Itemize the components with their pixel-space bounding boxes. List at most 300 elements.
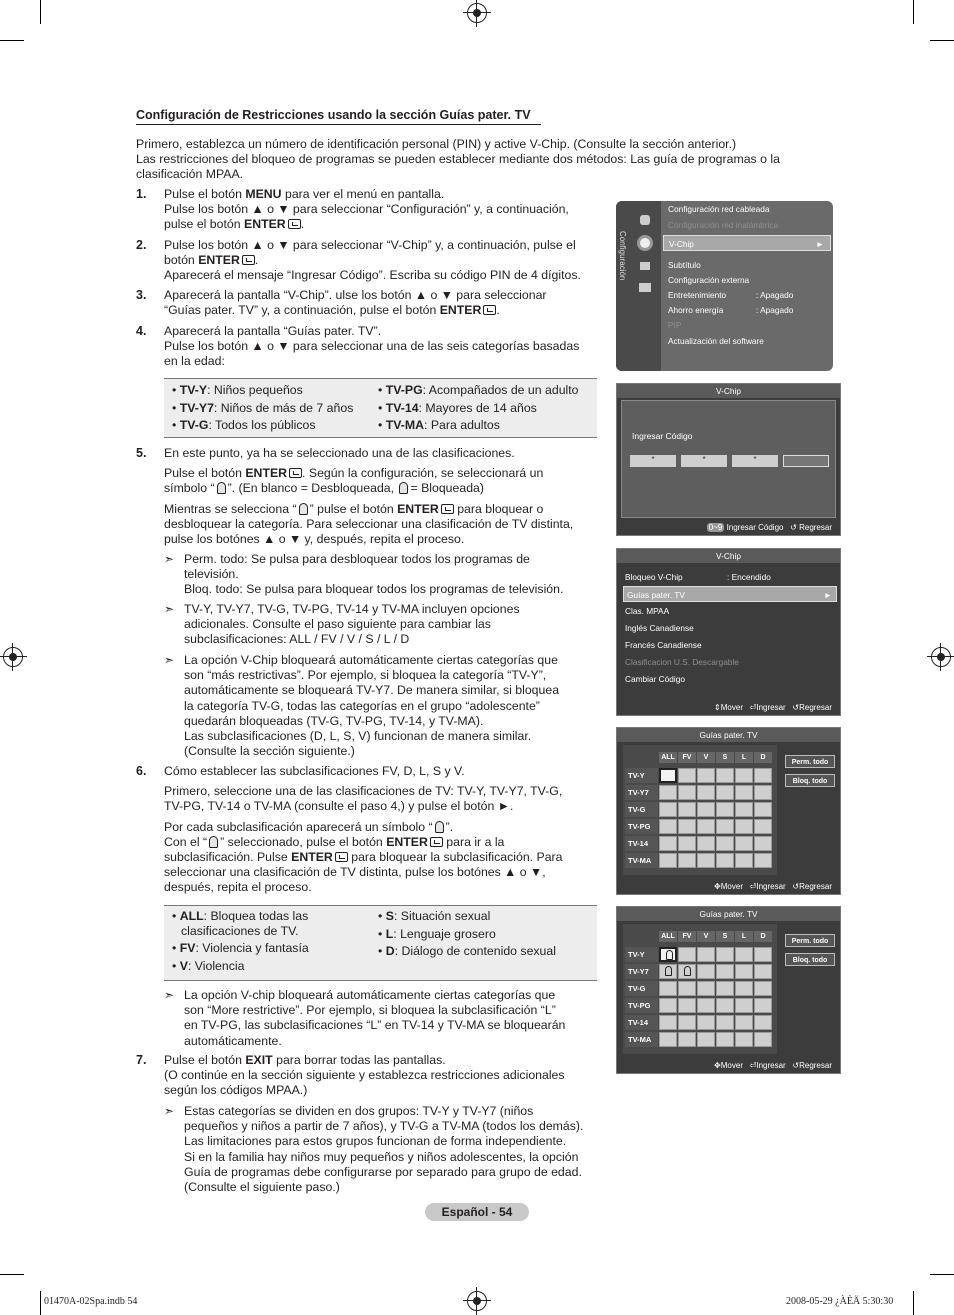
osd-menu-item-selected[interactable] [663, 235, 831, 251]
osd-menu-item[interactable] [668, 287, 828, 303]
footer-label: Ingresar [756, 703, 786, 712]
enter-small-icon: ⏎ [749, 882, 757, 891]
footer-label: Mover [720, 703, 743, 712]
lock-icon [399, 482, 408, 494]
grid-col-header: ALL [659, 931, 677, 942]
section-title: Configuración de Restricciones usando la sección Guías pater. TV [136, 108, 541, 125]
rating-cell[interactable] [678, 998, 696, 1013]
rating-cell[interactable] [716, 1032, 734, 1047]
note-arrow-icon: ➣ [164, 1104, 175, 1118]
crop-mark [913, 1291, 914, 1315]
note [184, 653, 604, 759]
rating-cell[interactable] [754, 853, 772, 868]
rating-cell[interactable] [716, 998, 734, 1013]
note-arrow-icon: ➣ [164, 653, 175, 667]
grid-col-header: D [754, 752, 772, 763]
rating-desc: : Acompañados de un adulto [422, 383, 579, 397]
text: = Bloqueada) [410, 481, 484, 496]
text: después, repita el proceso. [164, 880, 312, 895]
lock-icon [299, 503, 308, 515]
return-icon: ↺ [790, 523, 797, 532]
osd-menu-item[interactable]: Actualización del software [668, 336, 764, 346]
gear-icon [637, 235, 653, 251]
rating-desc: : Situación sexual [393, 909, 491, 923]
note-line: son “más restrictivas”. Por ejemplo, si bloquea la categoría “TV-Y”, [184, 668, 547, 683]
rating-cell[interactable] [697, 768, 715, 783]
note-line: (Consulte el siguiente paso.) [184, 1180, 340, 1195]
pin-prompt: Ingresar Código [632, 431, 693, 441]
osd-title: V-Chip [617, 384, 840, 398]
move-icon: ✥ [714, 882, 721, 891]
rating-cell[interactable] [697, 1015, 715, 1030]
rating-cell[interactable] [659, 802, 677, 817]
step-number: 5. [136, 446, 147, 460]
osd-menu-item-selected[interactable] [623, 586, 837, 602]
rating-table-left: • TV-Y: Niños pequeños • TV-Y7: Niños de más de 7 años • TV-G: Todos los públicos [172, 383, 354, 433]
grid-row-label: TV-Y [625, 768, 658, 783]
rating-cell[interactable] [659, 947, 677, 962]
rating-cell[interactable] [659, 1032, 677, 1047]
rating-desc: : Violencia [187, 958, 245, 973]
osd-menu-label: Bloqueo V-Chip [625, 572, 683, 582]
rating-desc: : Niños pequeños [207, 383, 303, 397]
updown-icon: ⇕ [714, 703, 721, 712]
rating-cell[interactable] [697, 802, 715, 817]
text: Con el “ [164, 834, 208, 849]
enter-icon [288, 219, 301, 229]
grid-row-label: TV-PG [625, 819, 658, 834]
rating-key: TV-G [179, 418, 209, 433]
pin-digit-field[interactable]: * [630, 455, 676, 467]
rating-cell[interactable] [735, 964, 753, 979]
note-line: Si en la familia hay niños muy pequeños y niños adolescentes, la opción [184, 1149, 579, 1164]
text: para bloquear o [453, 501, 544, 516]
key-name: ENTER [244, 217, 286, 232]
osd-vchip-menu [616, 548, 841, 716]
text: para ver el menú en pantalla. [281, 187, 445, 201]
grid-col-header: FV [678, 931, 696, 942]
grid-row-label: TV-Y7 [625, 785, 658, 800]
text: . Según la configuración, se seleccionará un [302, 466, 544, 481]
note-line: Perm. todo: Se pulsa para desbloquear todos los programas de [184, 552, 530, 566]
step-6-text [164, 764, 604, 896]
text: Aparecerá la pantalla “Guías pater. TV”. [164, 324, 382, 338]
grid-row-label: TV-MA [625, 853, 658, 868]
note [184, 602, 604, 648]
crop-mark [930, 1274, 954, 1275]
text: Pulse el botón [164, 466, 246, 481]
lock-icon [666, 950, 673, 960]
rating-cell[interactable] [659, 1015, 677, 1030]
note-line: La opción V-chip bloqueará automáticamente ciertas categorías que [184, 988, 556, 1002]
note-line: (Consulte la sección siguiente.) [184, 744, 355, 759]
rating-cell[interactable] [735, 785, 753, 800]
note-line: Las subclasificaciones (D, L, S, V) funcionan de manera similar. [184, 729, 532, 744]
crop-mark [0, 40, 24, 41]
input-icon [639, 283, 651, 292]
note-line: en TV-PG, las subclasificaciones “L” en TV-14 y TV-MA se bloquearán [184, 1018, 566, 1033]
rating-cell[interactable] [697, 1032, 715, 1047]
note-line: televisión. [184, 567, 239, 582]
rating-cell[interactable] [716, 981, 734, 996]
rating-cell[interactable] [735, 981, 753, 996]
step-number: 7. [136, 1053, 147, 1067]
rating-cell[interactable] [754, 819, 772, 834]
rating-cell[interactable] [659, 836, 677, 851]
registration-mark-icon [931, 647, 951, 667]
grid-col-header: L [735, 931, 753, 942]
subrating-table [164, 905, 597, 981]
rating-key: D [385, 944, 395, 959]
text: . [496, 303, 500, 318]
subrating-table-right: • S: Situación sexual • L: Lenguaje grosero • D: Diálogo de contenido sexual [378, 909, 556, 959]
osd-title: V-Chip [617, 549, 840, 563]
enter-icon [335, 852, 348, 862]
rating-desc: : Niños de más de 7 años [213, 400, 354, 415]
grid-col-header: FV [678, 752, 696, 763]
intro-line: Primero, establezca un número de identificación personal (PIN) y active V-Chip. (Consulte la sección anterior.) [136, 137, 737, 151]
grid-row-label: TV-14 [625, 836, 658, 851]
rating-cell[interactable] [735, 1015, 753, 1030]
rating-cell[interactable] [659, 853, 677, 868]
rating-cell[interactable] [678, 1032, 696, 1047]
osd-menu-item[interactable]: Clasificacion U.S. Descargable [625, 657, 739, 667]
osd-footer [617, 701, 840, 715]
allow-all-button[interactable]: Perm. todo [785, 755, 835, 768]
text: Por cada subclasificación aparecerá un símbolo “ [164, 819, 433, 834]
intro-text [136, 137, 826, 183]
rating-cell[interactable] [735, 947, 753, 962]
page-number-badge: Español - 54 [425, 1203, 529, 1221]
osd-menu-item[interactable]: Francés Canadiense [625, 640, 702, 650]
note-line: quedarán bloqueadas (TV-G, TV-PG, TV-14, y TV-MA). [184, 713, 484, 728]
rating-cell[interactable] [697, 853, 715, 868]
rating-cell[interactable] [754, 802, 772, 817]
note-line: Estas categorías se dividen en dos grupos: TV-Y y TV-Y7 (niños [184, 1104, 534, 1118]
return-icon: ↺ [792, 703, 800, 712]
grid-col-header: V [697, 931, 715, 942]
rating-key: FV [179, 941, 196, 956]
print-footer-left: 01470A-02Spa.indb 54 [44, 1296, 138, 1307]
text: pulse los botónes ▲ o ▼ y, después, repita el proceso. [164, 532, 465, 547]
rating-key: TV-MA [385, 418, 424, 433]
osd-menu-item[interactable]: PIP [668, 320, 682, 330]
note-line: la categoría TV-G, todas las categorías en el grupo “adolescente” [184, 698, 540, 713]
text: para bloquear la subclasificación. Para [347, 850, 563, 865]
step-2-text [164, 238, 609, 284]
rating-cell[interactable] [716, 819, 734, 834]
rating-desc: : Para adultos [424, 418, 500, 433]
note-line: adicionales. Consulte el paso siguiente para cambiar las [184, 617, 491, 632]
osd-menu-item[interactable]: Cambiar Código [625, 674, 685, 684]
footer-label: Ingresar Código [726, 523, 784, 532]
key-name: ENTER [397, 501, 439, 516]
rating-desc: : Violencia y fantasía [195, 941, 309, 956]
footer-label: Regresar [799, 523, 832, 532]
rating-cell[interactable] [659, 768, 677, 783]
note-line: pequeños y niños a partir de 7 años), y TV-G a TV-MA (todos los demás). [184, 1119, 584, 1134]
step-number: 2. [136, 238, 147, 252]
rating-cell[interactable] [697, 947, 715, 962]
intro-line: Las restricciones del bloqueo de programas se pueden establecer mediante dos métodos: Las guía de programas o la [136, 152, 780, 167]
footer-label: Ingresar [756, 882, 786, 891]
lock-icon [435, 821, 444, 833]
crop-mark [40, 1291, 41, 1315]
text: Mientras se selecciona “ [164, 501, 297, 516]
osd-menu-item[interactable]: Configuración externa [668, 275, 750, 285]
rating-cell[interactable] [754, 964, 772, 979]
rating-cell[interactable] [735, 836, 753, 851]
osd-menu-item[interactable]: Configuración red cableada [668, 204, 770, 214]
arrow-right-icon: ► [815, 239, 824, 249]
text: Cómo establecer las subclasificaciones FV, D, L, S y V. [164, 764, 465, 778]
text: para borrar todas las pantallas. [272, 1053, 446, 1067]
rating-cell[interactable] [716, 785, 734, 800]
step-7-text [164, 1053, 604, 1099]
footer-label: Ingresar [756, 1061, 786, 1070]
rating-desc: : Mayores de 14 años [418, 400, 537, 415]
rating-cell[interactable] [716, 1015, 734, 1030]
step-1-text [164, 187, 604, 233]
pin-digit-field-active[interactable] [783, 455, 829, 467]
rating-cell[interactable] [678, 802, 696, 817]
rating-key: ALL [179, 909, 204, 923]
osd-setup-menu [616, 201, 833, 371]
rating-desc: : Lenguaje grosero [393, 926, 496, 941]
key-name: ENTER [245, 466, 288, 481]
rating-cell[interactable] [716, 853, 734, 868]
registration-mark-icon [3, 647, 23, 667]
rating-cell[interactable] [735, 853, 753, 868]
rating-cell[interactable] [678, 768, 696, 783]
osd-parental-grid [616, 727, 841, 895]
osd-icon-column [616, 201, 661, 371]
block-all-button[interactable]: Bloq. todo [785, 953, 835, 966]
footer-label: Mover [720, 882, 743, 891]
grid-row-label: TV-G [625, 802, 658, 817]
return-icon: ↺ [792, 882, 800, 891]
step-number: 6. [136, 764, 147, 778]
note-line: son “More restrictive”. Por ejemplo, si bloquea la subclasificación “L” [184, 1003, 556, 1018]
number-keys-badge: 0~9 [708, 523, 723, 532]
rating-cell[interactable] [754, 947, 772, 962]
text: Pulse los botón ▲ o ▼ para seleccionar una de las seis categorías basadas [164, 339, 580, 354]
osd-menu-value: : Apagado [756, 290, 794, 300]
grid-col-header: V [697, 752, 715, 763]
grid-row-label: TV-G [625, 981, 658, 996]
rating-cell[interactable] [697, 964, 715, 979]
osd-menu-label: Entretenimiento [668, 290, 727, 300]
lock-icon [665, 966, 672, 976]
note [184, 1104, 604, 1195]
text: botón [164, 253, 199, 268]
rating-cell[interactable] [697, 785, 715, 800]
rating-cell[interactable] [659, 785, 677, 800]
rating-cell[interactable] [735, 998, 753, 1013]
subrating-table-left: • ALL: Bloquea todas las clasificaciones de TV. • FV: Violencia y fantasía • V: Violencia [172, 909, 309, 973]
key-name: EXIT [245, 1053, 273, 1067]
note [184, 552, 604, 598]
rating-cell[interactable] [678, 819, 696, 834]
rating-grid [623, 745, 777, 875]
rating-cell[interactable] [678, 1015, 696, 1030]
text: TV-PG, TV-14 o TV-MA (consulte el paso 4,) y pulse el botón ►. [164, 799, 514, 814]
rating-cell[interactable] [678, 947, 696, 962]
enter-icon [289, 468, 302, 478]
rating-cell[interactable] [735, 819, 753, 834]
rating-cell[interactable] [735, 768, 753, 783]
text: para ir a la [442, 834, 505, 849]
rating-cell[interactable] [754, 981, 772, 996]
grid-row-label: TV-MA [625, 1032, 658, 1047]
rating-key: V [179, 958, 188, 973]
rating-cell[interactable] [659, 981, 677, 996]
text: ”. [445, 819, 454, 834]
rating-cell[interactable] [754, 836, 772, 851]
pin-digit-field[interactable]: * [681, 455, 727, 467]
note-line: TV-Y, TV-Y7, TV-G, TV-PG, TV-14 y TV-MA incluyen opciones [184, 602, 520, 616]
rating-cell[interactable] [754, 998, 772, 1013]
osd-menu-label: Ahorro energía [668, 305, 724, 315]
text: . [300, 217, 305, 232]
footer-label: Regresar [799, 703, 832, 712]
note [184, 988, 604, 1049]
rating-cell[interactable] [678, 853, 696, 868]
rating-cell[interactable] [754, 1032, 772, 1047]
rating-desc: : Diálogo de contenido sexual [394, 944, 556, 959]
rating-cell[interactable] [678, 785, 696, 800]
osd-menu-value: : Apagado [756, 305, 794, 315]
osd-title: Guías pater. TV [617, 728, 840, 742]
osd-menu-label: V-Chip [669, 239, 694, 249]
footer-label: Regresar [799, 882, 832, 891]
osd-menu-item[interactable]: Clas. MPAA [625, 606, 670, 616]
text: subclasificación. Pulse [164, 850, 292, 865]
rating-key: TV-PG [385, 383, 423, 397]
enter-icon [430, 837, 443, 847]
rating-cell[interactable] [754, 785, 772, 800]
intro-line: clasificación MPAA. [136, 167, 244, 182]
arrow-right-icon: ► [823, 590, 832, 600]
lock-icon [209, 836, 218, 848]
rating-cell[interactable] [716, 768, 734, 783]
rating-cell[interactable] [716, 836, 734, 851]
rating-cell[interactable] [735, 802, 753, 817]
crop-mark [0, 1274, 24, 1275]
pin-digit-field[interactable]: * [732, 455, 778, 467]
osd-footer [617, 521, 840, 535]
rating-key: S [385, 909, 394, 923]
osd-menu-item[interactable] [668, 302, 828, 318]
rating-cell[interactable] [659, 964, 677, 979]
text: (O continúe en la sección siguiente y establezca restricciones adicionales [164, 1068, 565, 1083]
rating-cell[interactable] [754, 1015, 772, 1030]
rating-cell[interactable] [716, 947, 734, 962]
text: desbloquear la categoría. Para seleccionar una clasificación de TV distinta, [164, 516, 574, 531]
text: . [254, 253, 259, 268]
rating-desc: clasificaciones de TV. [181, 923, 299, 938]
osd-menu-value: : Encendido [727, 572, 771, 582]
rating-cell[interactable] [716, 964, 734, 979]
key-name: ENTER [439, 303, 482, 318]
text: ”. (En blanco = Desbloqueada, [227, 481, 395, 496]
rating-cell[interactable] [697, 836, 715, 851]
step-number: 1. [136, 187, 147, 201]
osd-pin-box [621, 400, 836, 518]
rating-cell[interactable] [678, 964, 696, 979]
enter-icon [441, 504, 454, 514]
rating-cell[interactable] [659, 819, 677, 834]
rating-desc: : Todos los públicos [208, 418, 316, 433]
rating-cell[interactable] [659, 998, 677, 1013]
rating-cell[interactable] [754, 768, 772, 783]
text: En este punto, ya ha se seleccionado una de las clasificaciones. [164, 446, 515, 460]
key-name: MENU [245, 187, 282, 201]
osd-menu-label: Guías pater. TV [627, 590, 685, 600]
text: ” seleccionado, pulse el botón [220, 834, 387, 849]
text: Pulse los botón ▲ o ▼ para seleccionar “V-Chip” y, a continuación, pulse el [164, 238, 576, 252]
rating-cell[interactable] [678, 981, 696, 996]
text: Primero, seleccione una de las clasificaciones de TV: TV-Y, TV-Y7, TV-G, [164, 784, 563, 799]
enter-icon [242, 255, 255, 265]
note-line: automáticamente se bloqueará TV-Y7. De manera similar, si bloquea [184, 683, 560, 698]
note-line: automáticamente. [184, 1033, 282, 1048]
text: Aparecerá la pantalla “V-Chip”. ulse los botón ▲ o ▼ para seleccionar [164, 288, 547, 302]
note-line: subclasificaciones: ALL / FV / V / S / L / D [184, 632, 410, 647]
rating-table [164, 378, 597, 438]
text: Pulse el botón [164, 187, 246, 201]
crop-mark [930, 40, 954, 41]
text: Pulse el botón [164, 1053, 246, 1067]
move-icon: ✥ [714, 1061, 721, 1070]
osd-vchip-pin [616, 383, 841, 536]
rating-cell[interactable] [678, 836, 696, 851]
osd-parental-grid-locked [616, 906, 841, 1074]
note-line: Las limitaciones para estos grupos funcionan de forma independiente. [184, 1134, 567, 1149]
registration-mark-icon [467, 1291, 487, 1311]
rating-key: TV-Y7 [179, 400, 214, 415]
rating-cell[interactable] [697, 981, 715, 996]
grid-col-header: S [716, 752, 734, 763]
block-all-button[interactable]: Bloq. todo [785, 774, 835, 787]
osd-menu-item[interactable] [625, 569, 833, 585]
osd-menu-item[interactable]: Subtítulo [668, 260, 701, 270]
rating-cell[interactable] [735, 1032, 753, 1047]
rating-key: TV-Y [179, 383, 208, 397]
rating-key: L [385, 926, 394, 941]
return-icon: ↺ [792, 1061, 800, 1070]
text: en la edad: [164, 354, 225, 369]
rating-key: TV-14 [385, 400, 419, 415]
allow-all-button[interactable]: Perm. todo [785, 934, 835, 947]
lock-icon [684, 966, 691, 976]
rating-cell[interactable] [697, 998, 715, 1013]
text: Pulse los botón ▲ o ▼ para seleccionar “Configuración” y, a continuación, [164, 202, 569, 217]
osd-footer [617, 1059, 840, 1073]
rating-grid [623, 924, 777, 1054]
osd-menu-item[interactable]: Configuración red inalámbrica [668, 220, 779, 230]
step-3-text [164, 288, 604, 318]
osd-menu-item[interactable]: Inglés Canadiense [625, 623, 694, 633]
grid-col-header: S [716, 931, 734, 942]
text: Aparecerá el mensaje “Ingresar Código”. Escriba su código PIN de 4 dígitos. [164, 268, 581, 283]
crop-mark [40, 0, 41, 24]
grid-row-label: TV-Y7 [625, 964, 658, 979]
text: “Guías pater. TV” y, a continuación, pulse el botón [164, 303, 440, 318]
registration-mark-icon [467, 3, 487, 23]
rating-cell[interactable] [697, 819, 715, 834]
rating-cell[interactable] [716, 802, 734, 817]
